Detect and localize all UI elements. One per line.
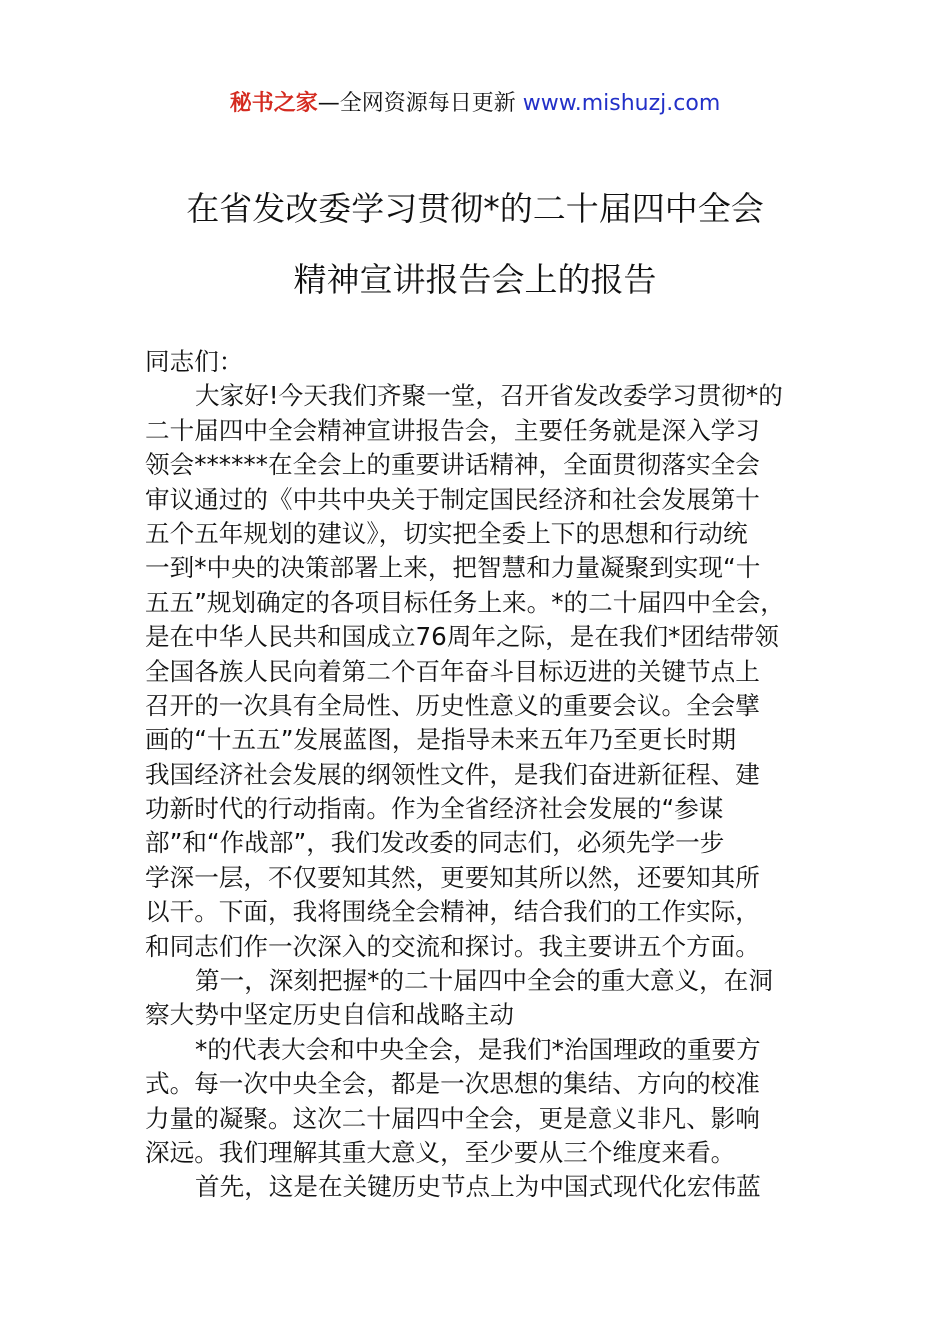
body-line: 二十届四中全会精神宣讲报告会，主要任务就是深入学习 [145,415,760,445]
body-line: 五五”规划确定的各项目标任务上来。*的二十届四中全会， [145,587,785,617]
body-line: 我国经济社会发展的纲领性文件，是我们奋进新征程、建 [145,759,760,789]
body-line: 式。每一次中央全会，都是一次思想的集结、方向的校准 [145,1069,760,1099]
header-description: —全网资源每日更新 [317,91,516,116]
body-line: 功新时代的行动指南。作为全省经济社会发展的“参谋 [145,794,724,824]
site-url-link[interactable]: www.mishuzj.com [522,91,721,116]
salutation: 同志们： [145,347,244,376]
brand-name: 秘书之家 [229,91,318,116]
body-line: 画的“十五五”发展蓝图，是指导未来五年乃至更长时期 [145,725,737,755]
section-heading-line: 第一，深刻把握*的二十届四中全会的重大意义，在洞 [195,966,773,996]
body-line: 力量的凝聚。这次二十届四中全会，更是意义非凡、影响 [145,1103,760,1133]
body-line: 全国各族人民向着第二个百年奋斗目标迈进的关键节点上 [145,656,760,686]
body-line: 是在中华人民共和国成立76周年之际，是在我们*团结带领 [145,622,779,652]
body-line: 大家好!今天我们齐聚一堂，召开省发改委学习贯彻*的 [195,381,783,411]
document-title-line-2: 精神宣讲报告会上的报告 [293,260,657,299]
body-line: 领会******在全会上的重要讲话精神，全面贯彻落实全会 [145,450,760,480]
body-line: 以干。下面，我将围绕全会精神，结合我们的工作实际， [145,897,760,927]
document-body [145,345,805,1205]
body-line: 深远。我们理解其重大意义，至少要从三个维度来看。 [145,1137,736,1167]
body-line: 首先，这是在关键历史节点上为中国式现代化宏伟蓝 [195,1172,761,1202]
body-line: 和同志们作一次深入的交流和探讨。我主要讲五个方面。 [145,931,760,961]
body-line: 五个五年规划的建议》，切实把全委上下的思想和行动统 [145,518,748,548]
section-heading-line: 察大势中坚定历史自信和战略主动 [145,1000,514,1030]
body-line: 召开的一次具有全局性、历史性意义的重要会议。全会擘 [145,690,760,720]
document-title-line-1: 在省发改委学习贯彻*的二十届四中全会 [186,189,764,228]
body-line: 部”和“作战部”，我们发改委的同志们，必须先学一步 [145,828,725,858]
body-line: 一到*中央的决策部署上来，把智慧和力量凝聚到实现“十 [145,553,761,583]
site-header [0,86,950,122]
body-line: 审议通过的《中共中央关于制定国民经济和社会发展第十 [145,484,760,514]
body-line: *的代表大会和中央全会，是我们*治国理政的重要方 [195,1034,761,1064]
body-line: 学深一层，不仅要知其然，更要知其所以然，还要知其所 [145,862,760,892]
